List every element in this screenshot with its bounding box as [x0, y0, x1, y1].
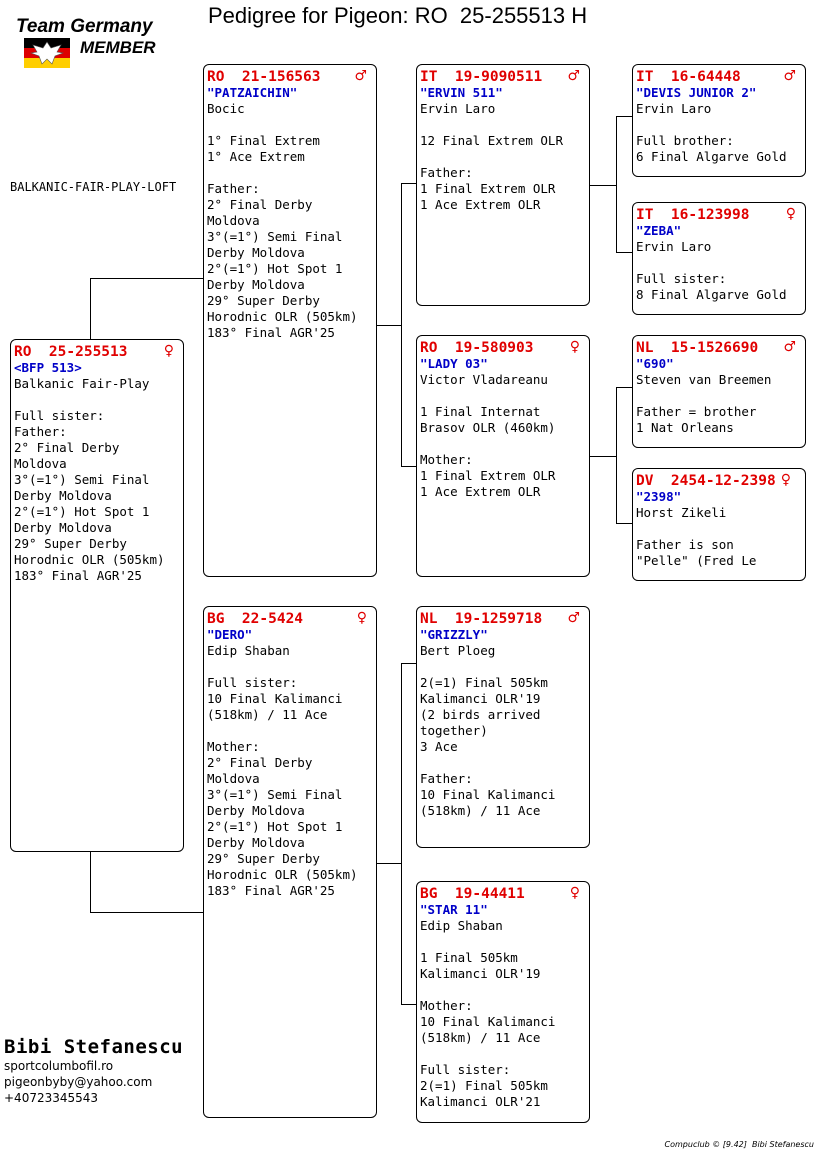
- card-line: [636, 117, 805, 133]
- breeder-name: Bibi Stefanescu: [4, 1036, 184, 1058]
- card-line: Kalimanci OLR'19: [420, 691, 541, 706]
- ring-number: IT 16-64448: [636, 69, 741, 85]
- card-line: [207, 117, 376, 133]
- card-line: Derby Moldova: [14, 488, 112, 503]
- card-line: [420, 659, 589, 675]
- male-icon: ♂: [567, 610, 580, 626]
- card-line: [420, 388, 589, 404]
- card-line: Derby Moldova: [207, 803, 305, 818]
- card-line: 12 Final Extrem OLR: [420, 133, 563, 148]
- card-line: 2(=1) Final 505km: [420, 675, 548, 690]
- connector-line: [90, 278, 91, 339]
- connector-line: [401, 183, 402, 467]
- card-line: Father:: [14, 424, 67, 439]
- pigeon-card-fmf: [632, 335, 806, 448]
- card-line: "Pelle" (Fred Le: [636, 553, 757, 568]
- card-line: Horodnic OLR (505km): [14, 552, 165, 567]
- card-line: (518km) / 11 Ace: [420, 803, 541, 818]
- female-icon: ♀: [785, 206, 796, 222]
- card-line: [420, 436, 589, 452]
- pigeon-name: "ZEBA": [636, 223, 682, 238]
- card-line: Ervin Laro: [420, 101, 496, 116]
- card-line: (518km) / 11 Ace: [420, 1030, 541, 1045]
- logo-line2: MEMBER: [80, 38, 156, 57]
- card-line: 1 Final 505km: [420, 950, 518, 965]
- pigeon-name: "690": [636, 356, 674, 371]
- card-line: Full sister:: [14, 408, 105, 423]
- female-icon: ♀: [780, 472, 791, 488]
- eagle-flag-icon: [24, 38, 70, 68]
- card-line: Full sister:: [636, 271, 727, 286]
- connector-line: [616, 387, 617, 524]
- card-line: 183° Final AGR'25: [207, 883, 335, 898]
- pigeon-card-father: [203, 64, 377, 577]
- card-line: Derby Moldova: [207, 835, 305, 850]
- card-line: Mother:: [420, 452, 473, 467]
- footer-credit: Compuclub © [9.42] Bibi Stefanescu: [664, 1140, 814, 1149]
- card-line: Full sister:: [207, 675, 298, 690]
- card-line: [420, 934, 589, 950]
- card-line: Derby Moldova: [207, 277, 305, 292]
- card-line: 1 Final Extrem OLR: [420, 468, 556, 483]
- card-line: (518km) / 11 Ace: [207, 707, 328, 722]
- ring-number: IT 19-9090511: [420, 69, 543, 85]
- card-line: Ervin Laro: [636, 101, 712, 116]
- female-icon: ♀: [569, 339, 580, 355]
- card-line: Mother:: [207, 739, 260, 754]
- pigeon-name: "DEVIS JUNIOR 2": [636, 85, 757, 100]
- card-line: Moldova: [207, 771, 260, 786]
- breeder-phone: +40723345543: [4, 1091, 99, 1105]
- female-icon: ♀: [356, 610, 367, 626]
- card-line: 1° Final Extrem: [207, 133, 320, 148]
- card-line: [420, 1046, 589, 1062]
- card-line: Ervin Laro: [636, 239, 712, 254]
- connector-line: [616, 116, 632, 117]
- ring-number: RO 25-255513: [14, 344, 128, 360]
- card-line: Father:: [420, 165, 473, 180]
- pigeon-card-mother: [203, 606, 377, 1118]
- connector-line: [616, 116, 617, 253]
- card-line: Bert Ploeg: [420, 643, 496, 658]
- connector-line: [401, 183, 416, 184]
- card-line: Edip Shaban: [420, 918, 503, 933]
- card-line: Edip Shaban: [207, 643, 290, 658]
- card-line: 1 Nat Orleans: [636, 420, 734, 435]
- card-line: Steven van Breemen: [636, 372, 772, 387]
- connector-line: [401, 466, 416, 467]
- breeder-website: sportcolumbofil.ro: [4, 1059, 114, 1073]
- male-icon: ♂: [783, 68, 796, 84]
- connector-line: [616, 252, 632, 253]
- card-line: 3 Ace: [420, 739, 458, 754]
- pigeon-name: <BFP 513>: [14, 360, 82, 375]
- card-line: Balkanic Fair-Play: [14, 376, 150, 391]
- card-line: 2° Final Derby: [207, 197, 313, 212]
- pigeon-name: "2398": [636, 489, 682, 504]
- ring-number: BG 22-5424: [207, 611, 304, 627]
- card-line: (2 birds arrived: [420, 707, 541, 722]
- pigeon-card-fff: [632, 64, 806, 177]
- card-line: Full sister:: [420, 1062, 511, 1077]
- pigeon-card-paternal-grandmother: [416, 335, 590, 577]
- card-line: 183° Final AGR'25: [14, 568, 142, 583]
- card-line: [636, 521, 805, 537]
- pigeon-name: "PATZAICHIN": [207, 85, 298, 100]
- card-line: 2°(=1°) Hot Spot 1: [207, 819, 343, 834]
- card-line: 10 Final Kalimanci: [420, 1014, 556, 1029]
- card-line: 29° Super Derby: [207, 851, 320, 866]
- connector-line: [401, 663, 416, 664]
- card-line: Kalimanci OLR'21: [420, 1094, 541, 1109]
- breeder-info: [4, 1036, 183, 1106]
- card-line: 29° Super Derby: [207, 293, 320, 308]
- pigeon-name: "LADY 03": [420, 356, 488, 371]
- female-icon: ♀: [163, 343, 174, 359]
- male-icon: ♂: [783, 339, 796, 355]
- card-line: 2°(=1°) Hot Spot 1: [207, 261, 343, 276]
- connector-line: [377, 863, 402, 864]
- pigeon-name: "ERVIN 511": [420, 85, 503, 100]
- card-line: 1 Final Internat: [420, 404, 541, 419]
- card-line: 29° Super Derby: [14, 536, 127, 551]
- connector-line: [90, 912, 203, 913]
- pigeon-card-maternal-grandmother: [416, 881, 590, 1123]
- ring-number: IT 16-123998: [636, 207, 750, 223]
- card-line: 10 Final Kalimanci: [420, 787, 556, 802]
- card-line: 8 Final Algarve Gold: [636, 287, 787, 302]
- card-line: Father is son: [636, 537, 734, 552]
- card-line: 1 Ace Extrem OLR: [420, 197, 541, 212]
- pigeon-card-fmm: [632, 468, 806, 581]
- ring-number: NL 19-1259718: [420, 611, 543, 627]
- ring-number: NL 15-1526690: [636, 340, 759, 356]
- card-line: [420, 755, 589, 771]
- pigeon-card-ffm: [632, 202, 806, 315]
- card-line: 1 Final Extrem OLR: [420, 181, 556, 196]
- card-line: 3°(=1°) Semi Final: [207, 787, 343, 802]
- pigeon-name: "STAR 11": [420, 902, 488, 917]
- card-line: 183° Final AGR'25: [207, 325, 335, 340]
- card-line: Horodnic OLR (505km): [207, 309, 358, 324]
- male-icon: ♂: [567, 68, 580, 84]
- pigeon-card-paternal-grandfather: [416, 64, 590, 306]
- card-line: Brasov OLR (460km): [420, 420, 556, 435]
- card-line: [207, 165, 376, 181]
- card-line: [207, 659, 376, 675]
- card-line: together): [420, 723, 488, 738]
- card-line: 3°(=1°) Semi Final: [14, 472, 150, 487]
- card-line: Full brother:: [636, 133, 734, 148]
- card-line: 1° Ace Extrem: [207, 149, 305, 164]
- page-title: Pedigree for Pigeon: RO 25-255513 H: [208, 3, 588, 28]
- ring-number: DV 2454-12-2398: [636, 473, 776, 489]
- card-line: Kalimanci OLR'19: [420, 966, 541, 981]
- card-line: [207, 723, 376, 739]
- card-line: 10 Final Kalimanci: [207, 691, 343, 706]
- pigeon-name: "DERO": [207, 627, 253, 642]
- connector-line: [401, 663, 402, 1005]
- connector-line: [90, 852, 91, 913]
- connector-line: [90, 278, 203, 279]
- card-line: 2° Final Derby: [207, 755, 313, 770]
- ring-number: RO 21-156563: [207, 69, 321, 85]
- ring-number: RO 19-580903: [420, 340, 534, 356]
- female-icon: ♀: [569, 885, 580, 901]
- card-line: Mother:: [420, 998, 473, 1013]
- card-line: 2°(=1°) Hot Spot 1: [14, 504, 150, 519]
- connector-line: [401, 1004, 416, 1005]
- card-line: Father:: [420, 771, 473, 786]
- card-line: Derby Moldova: [207, 245, 305, 260]
- connector-line: [377, 325, 402, 326]
- card-line: [420, 982, 589, 998]
- card-line: [420, 149, 589, 165]
- card-line: 1 Ace Extrem OLR: [420, 484, 541, 499]
- male-icon: ♂: [354, 68, 367, 84]
- card-line: Moldova: [14, 456, 67, 471]
- card-line: [636, 388, 805, 404]
- card-line: [636, 255, 805, 271]
- card-line: Bocic: [207, 101, 245, 116]
- connector-line: [590, 456, 617, 457]
- card-line: Moldova: [207, 213, 260, 228]
- card-line: Father:: [207, 181, 260, 196]
- card-line: 3°(=1°) Semi Final: [207, 229, 343, 244]
- card-line: [420, 117, 589, 133]
- card-line: Victor Vladareanu: [420, 372, 548, 387]
- logo-line1: Team Germany: [16, 16, 153, 37]
- connector-line: [616, 387, 632, 388]
- card-line: 2(=1) Final 505km: [420, 1078, 548, 1093]
- pigeon-card-subject: [10, 339, 184, 852]
- card-line: 2° Final Derby: [14, 440, 120, 455]
- connector-line: [616, 523, 632, 524]
- card-line: Father = brother: [636, 404, 757, 419]
- connector-line: [590, 185, 617, 186]
- card-line: 6 Final Algarve Gold: [636, 149, 787, 164]
- team-germany-logo: [14, 16, 179, 70]
- pigeon-name: "GRIZZLY": [420, 627, 488, 642]
- card-line: Horodnic OLR (505km): [207, 867, 358, 882]
- breeder-email: pigeonbyby@yahoo.com: [4, 1075, 153, 1089]
- card-line: Derby Moldova: [14, 520, 112, 535]
- pigeon-card-maternal-grandfather: [416, 606, 590, 848]
- loft-name: BALKANIC-FAIR-PLAY-LOFT: [10, 180, 177, 194]
- card-line: [14, 392, 183, 408]
- card-line: Horst Zikeli: [636, 505, 727, 520]
- ring-number: BG 19-44411: [420, 886, 525, 902]
